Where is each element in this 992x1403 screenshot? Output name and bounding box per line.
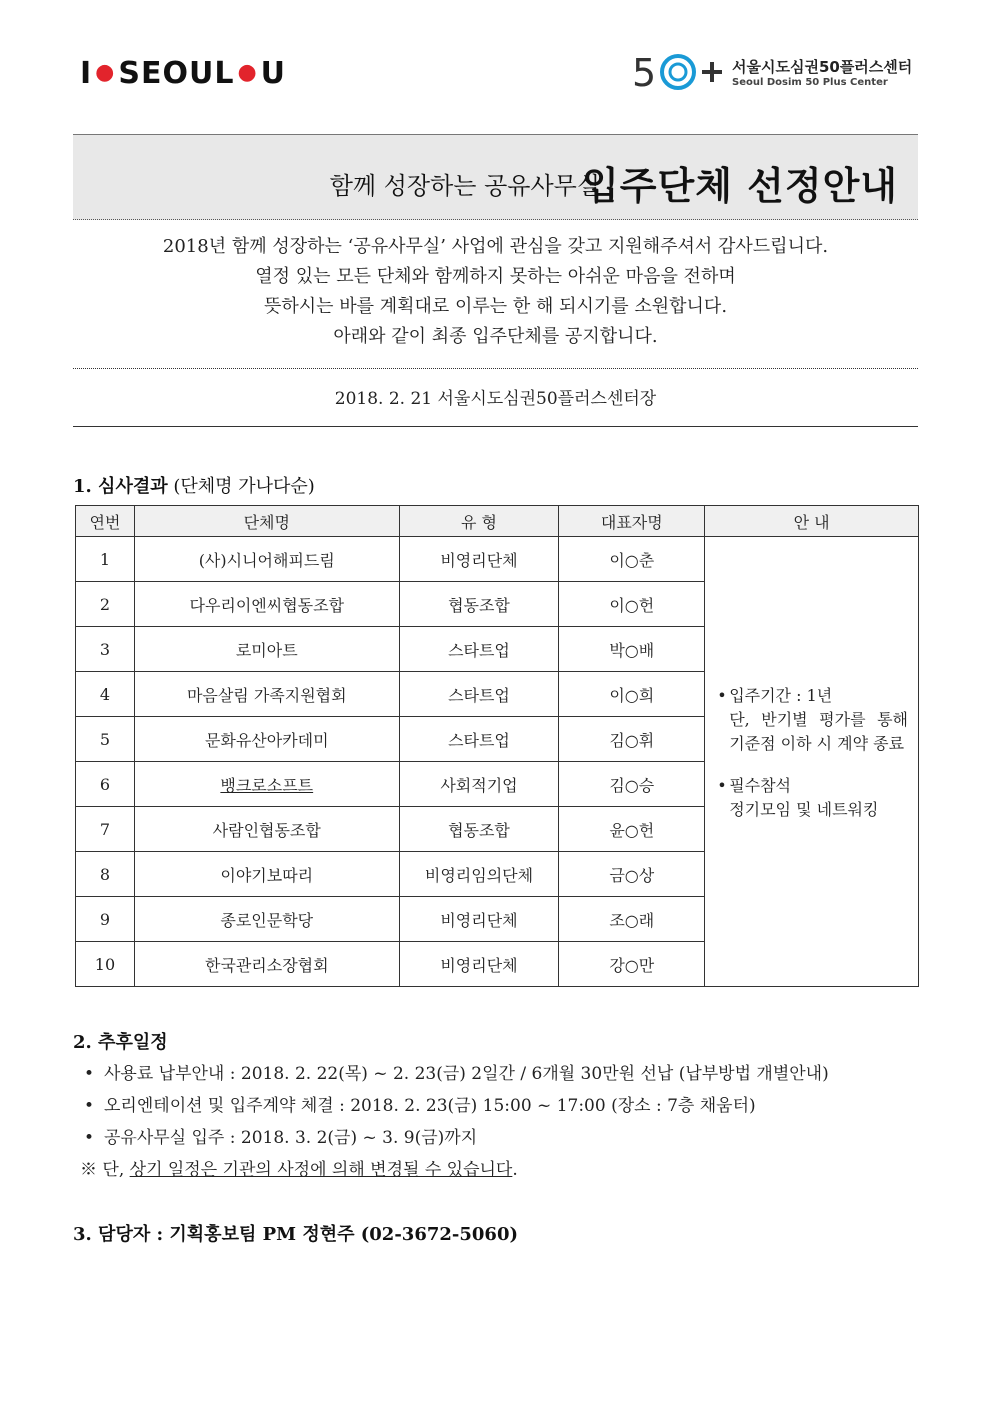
list-item [84, 1058, 829, 1090]
page-title: 입주단체 선정안내 [582, 164, 898, 208]
intro-line: 2018년 함께 성장하는 ‘공유사무실’ 사업에 관심을 갖고 지원해주셔서 감사드립니다. [162, 236, 829, 257]
bullet-icon: • [717, 685, 727, 705]
cell-type: 스타트업 [399, 627, 559, 672]
cell-type: 스타트업 [399, 672, 559, 717]
schedule-list [80, 1058, 829, 1186]
cell-name: 마음살림 가족지원협회 [134, 672, 399, 717]
cell-no: 2 [76, 582, 135, 627]
divider [73, 426, 918, 427]
cell-name: 다우리이엔씨협동조합 [134, 582, 399, 627]
cell-rep: 이○헌 [559, 582, 705, 627]
cell-no: 7 [76, 807, 135, 852]
intro-line: 뜻하시는 바를 계획대로 이루는 한 해 되시기를 소원합니다. [263, 296, 728, 317]
notes-cell [705, 537, 919, 987]
cell-name: 뱅크로소프트 [134, 762, 399, 807]
table-header-row [76, 506, 919, 537]
col-header-notes: 안 내 [705, 506, 919, 537]
schedule-text: 오리엔테이션 및 입주계약 체결 : 2018. 2. 23(금) 15:00 ~ 17:00 (장소 : 7층 채움터) [104, 1096, 756, 1116]
cell-rep: 이○춘 [559, 537, 705, 582]
intro-paragraph [73, 232, 918, 352]
schedule-text: 사용료 납부안내 : 2018. 2. 22(목) ~ 2. 23(금) 2일간 / 6개월 30만원 선납 (납부방법 개별안내) [104, 1064, 829, 1084]
cell-name: (사)시니어해피드림 [134, 537, 399, 582]
col-header-type: 유 형 [399, 506, 559, 537]
cell-name: 사람인협동조합 [134, 807, 399, 852]
section1-heading [73, 472, 315, 498]
bullet-icon: • [84, 1064, 95, 1084]
logo-five: 5 [632, 51, 657, 94]
list-item [84, 1090, 829, 1122]
cell-rep: 이○희 [559, 672, 705, 717]
intro-line: 열정 있는 모든 단체와 함께하지 못하는 아쉬운 마음을 전하며 [255, 266, 736, 287]
cell-rep: 김○휘 [559, 717, 705, 762]
date-signature: 2018. 2. 21 서울시도심권50플러스센터장 [334, 389, 657, 409]
note-item [717, 684, 908, 756]
cell-name: 종로인문학당 [134, 897, 399, 942]
cell-no: 4 [76, 672, 135, 717]
note-body: 정기모임 및 네트워킹 [729, 799, 879, 819]
cell-type: 스타트업 [399, 717, 559, 762]
cell-rep: 금○상 [559, 852, 705, 897]
center-name-ko: 서울시도심권50플러스센터 [732, 58, 913, 76]
bullet-icon: • [717, 775, 727, 795]
cell-rep: 김○승 [559, 762, 705, 807]
note-body: 단, 반기별 평가를 통해 기준점 이하 시 계약 종료 [729, 709, 908, 753]
cell-type: 비영리단체 [399, 897, 559, 942]
center-logo [632, 50, 932, 94]
note-underlined: 상기 일정은 기관의 사정에 의해 변경될 수 있습니다 [129, 1160, 513, 1180]
cell-rep: 강○만 [559, 942, 705, 987]
title-banner [73, 134, 918, 220]
col-header-no: 연번 [76, 506, 135, 537]
cell-name: 문화유산아카데미 [134, 717, 399, 762]
title-sub: 함께 성장하는 공유사무실 [329, 172, 600, 200]
logo-part-i: I [80, 56, 93, 91]
bullet-icon: • [84, 1096, 95, 1116]
logo-part-u: U [260, 56, 287, 91]
section2-heading [73, 1028, 168, 1054]
note-title: 입주기간 : 1년 [729, 685, 833, 705]
cell-type: 비영리단체 [399, 942, 559, 987]
center-name-en: Seoul Dosim 50 Plus Center [732, 77, 888, 88]
fifty-plus-logo-icon [632, 50, 726, 94]
contact-info: 3. 담당자 : 기획홍보팀 PM 정현주 (02-3672-5060) [73, 1224, 518, 1245]
cell-no: 6 [76, 762, 135, 807]
cell-no: 9 [76, 897, 135, 942]
logo-part-seoul: SEOUL [118, 56, 235, 91]
cell-no: 1 [76, 537, 135, 582]
section3-heading [73, 1220, 518, 1246]
cell-type: 협동조합 [399, 807, 559, 852]
note-title: 필수참석 [729, 775, 792, 795]
list-item [84, 1122, 829, 1154]
section1-title: 1. 심사결과 [73, 476, 168, 497]
results-table [75, 505, 919, 987]
note-suffix: . [512, 1160, 518, 1180]
cell-no: 5 [76, 717, 135, 762]
logo-dot-icon: ● [237, 60, 258, 85]
cell-name: 한국관리소장협회 [134, 942, 399, 987]
section2-title: 2. 추후일정 [73, 1032, 168, 1053]
cell-rep: 박○배 [559, 627, 705, 672]
divider [73, 368, 918, 369]
cell-no: 3 [76, 627, 135, 672]
section1-note: (단체명 가나다순) [173, 476, 315, 497]
cell-type: 비영리임의단체 [399, 852, 559, 897]
bullet-icon: • [84, 1128, 95, 1148]
note-item [717, 774, 908, 822]
logo-dot-icon: ● [95, 60, 116, 85]
cell-name: 이야기보따리 [134, 852, 399, 897]
note-prefix: ※ 단, [80, 1160, 130, 1180]
cell-no: 10 [76, 942, 135, 987]
seoul-logo [80, 56, 286, 91]
intro-line: 아래와 같이 최종 입주단체를 공지합니다. [333, 326, 658, 347]
col-header-name: 단체명 [134, 506, 399, 537]
cell-type: 협동조합 [399, 582, 559, 627]
cell-no: 8 [76, 852, 135, 897]
cell-rep: 윤○헌 [559, 807, 705, 852]
cell-rep: 조○래 [559, 897, 705, 942]
cell-type: 비영리단체 [399, 537, 559, 582]
table-row [76, 537, 919, 582]
schedule-text: 공유사무실 입주 : 2018. 3. 2(금) ~ 3. 9(금)까지 [104, 1128, 478, 1148]
cell-name: 로미아트 [134, 627, 399, 672]
col-header-rep: 대표자명 [559, 506, 705, 537]
schedule-note [80, 1154, 829, 1186]
cell-type: 사회적기업 [399, 762, 559, 807]
